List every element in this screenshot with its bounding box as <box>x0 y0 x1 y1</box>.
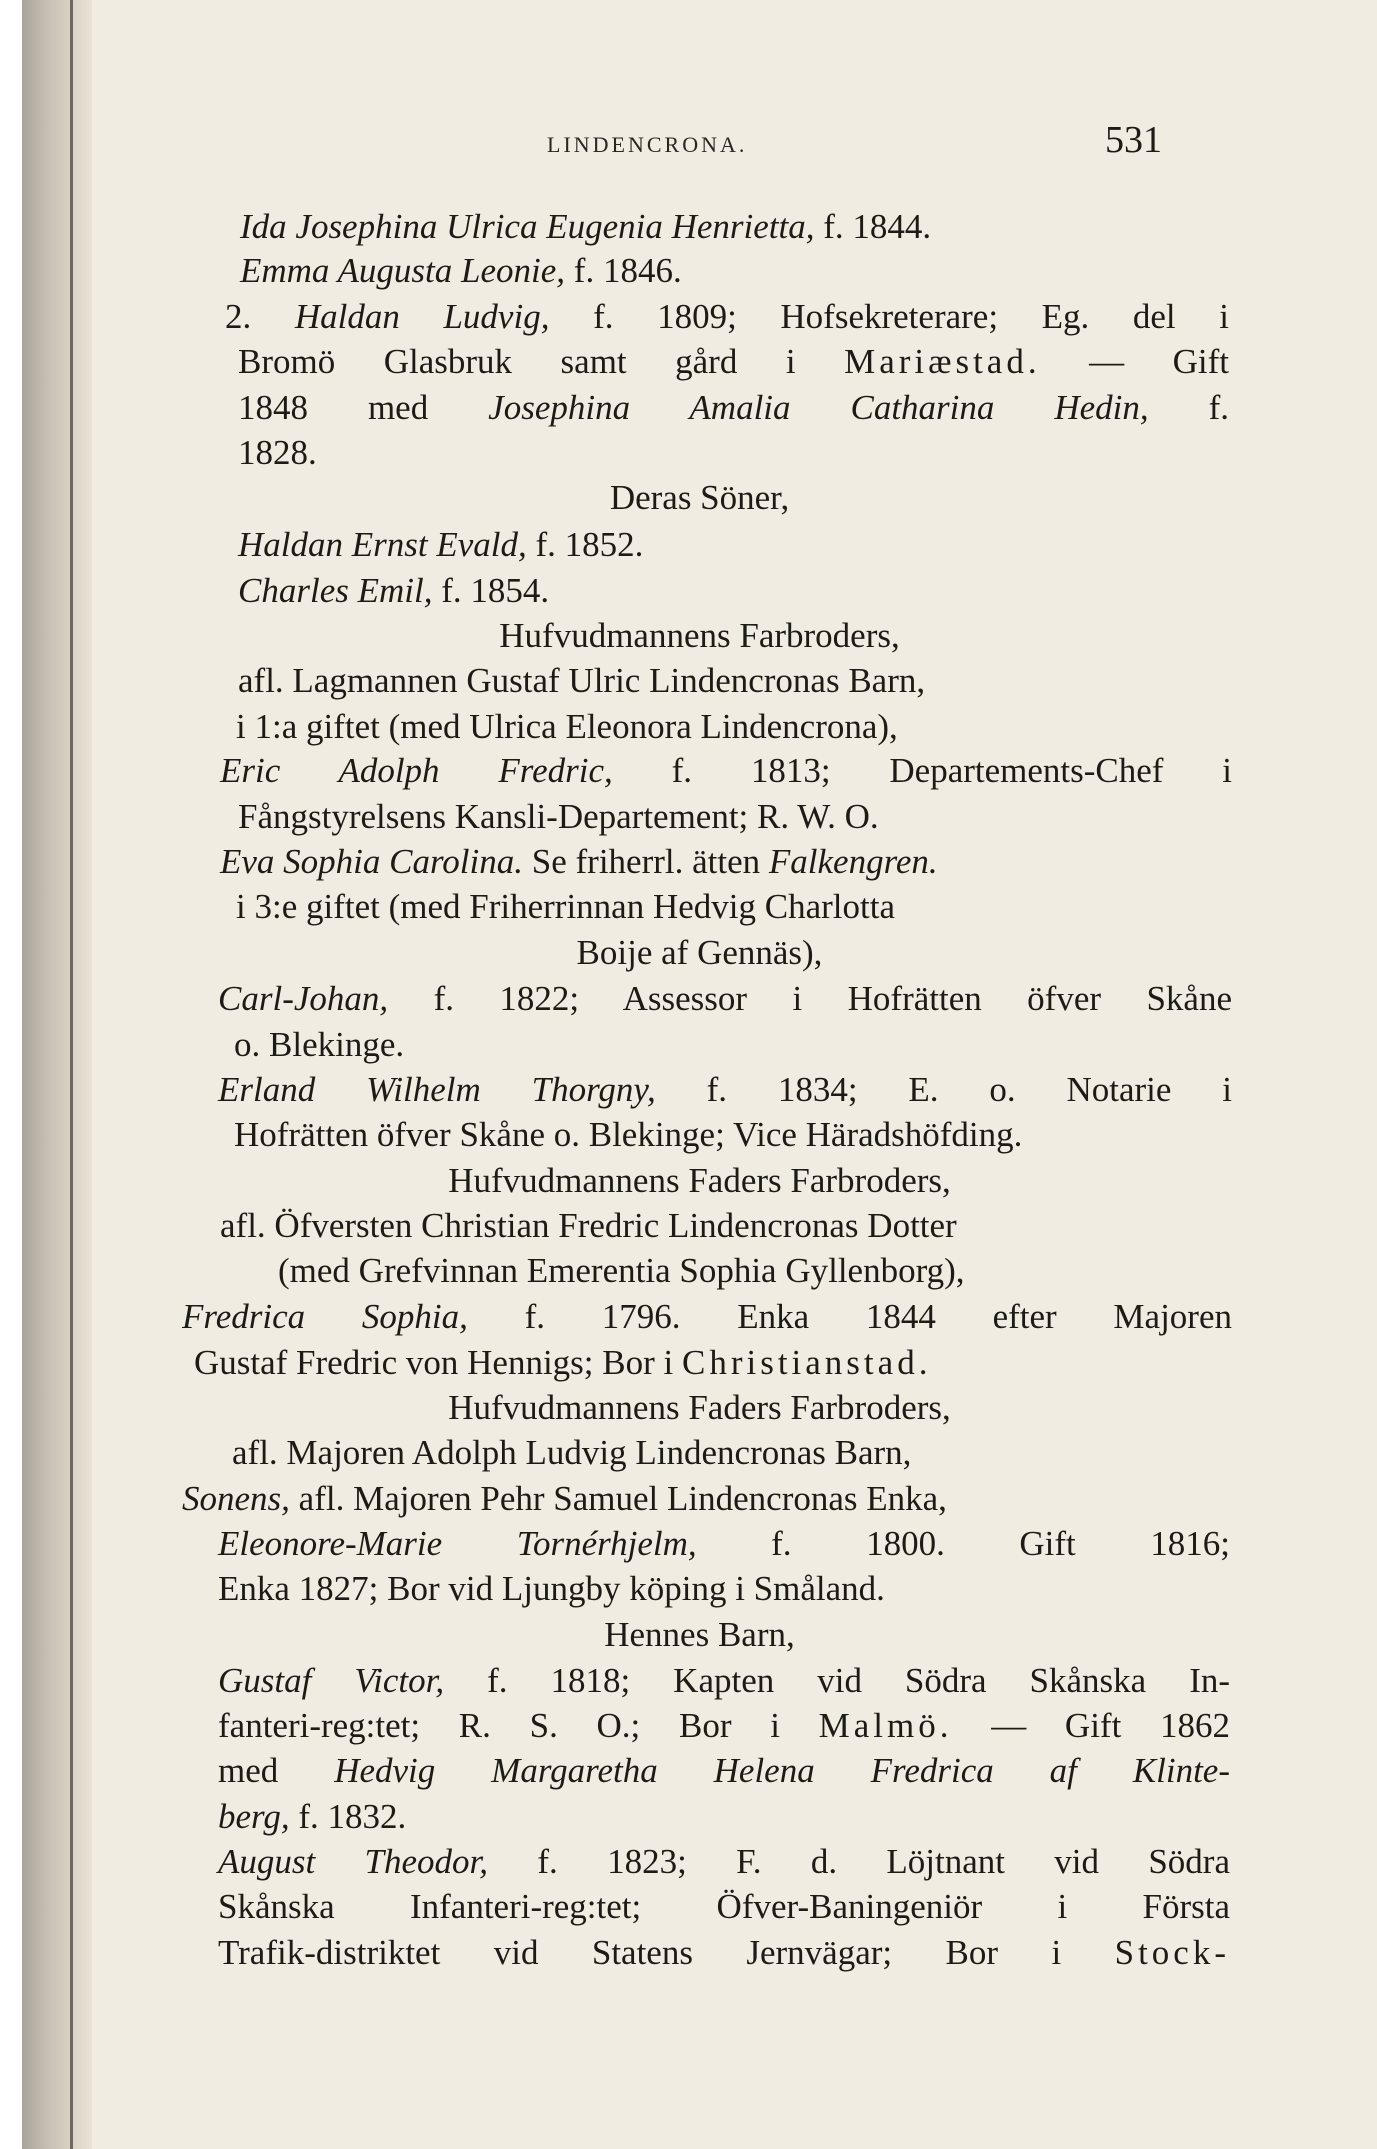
text-line <box>238 432 317 474</box>
running-title: LINDENCRONA. <box>547 132 748 157</box>
line-text: (med Grefvinnan Emerentia Sophia Gyllenborg), <box>278 1251 965 1290</box>
italic-name-text: berg, <box>218 1797 290 1836</box>
text-line <box>238 341 1229 383</box>
line-text: Skånska Infanteri-reg:tet; Öfver-Baningeniör i Första <box>218 1887 1230 1926</box>
line-text: afl. Lagmannen Gustaf Ulric Lindencronas Barn, <box>238 661 926 700</box>
line-text: afl. Öfversten Christian Fredric Lindencronas Dotter <box>220 1206 957 1245</box>
italic-name-text: Hedvig Margaretha Helena Fredrica af Klinte- <box>334 1751 1231 1790</box>
text-line <box>238 796 879 838</box>
italic-name-text: Sonens, <box>182 1479 290 1518</box>
text-line <box>218 1932 1230 1974</box>
line-text: 1828. <box>238 433 317 472</box>
line-text: Hufvudmannens Farbroders, <box>499 616 900 655</box>
book-page <box>22 0 1377 2149</box>
line-text: med <box>218 1751 335 1790</box>
text-line <box>182 1478 947 1520</box>
text-line <box>218 978 1232 1020</box>
line-text: f. 1834; E. o. Notarie i <box>655 1070 1232 1109</box>
line-text: o. Blekinge. <box>234 1025 405 1064</box>
italic-name-text: Eleonore-Marie Tornérhjelm, <box>218 1524 697 1563</box>
text-line <box>234 1024 404 1066</box>
line-text: Hennes Barn, <box>604 1615 795 1654</box>
line-text: Hufvudmannens Faders Farbroders, <box>448 1161 951 1200</box>
text-line <box>182 1296 1232 1338</box>
line-text: afl. Majoren Adolph Ludvig Lindencronas Barn, <box>232 1433 912 1472</box>
line-text: f. 1832. <box>289 1797 407 1836</box>
text-line <box>220 1205 957 1247</box>
italic-name-text: Eva Sophia Carolina. <box>220 842 524 881</box>
section-heading <box>22 477 1377 519</box>
text-line <box>218 1705 1230 1747</box>
text-line <box>220 750 1232 792</box>
text-line <box>238 524 643 566</box>
text-line <box>225 296 1229 338</box>
text-line <box>194 1342 931 1384</box>
italic-name-text: Haldan Ernst Evald, <box>238 525 527 564</box>
spaced-place-text: Mariæstad. <box>844 342 1041 381</box>
line-text: Fångstyrelsens Kansli-Departement; R. W. O. <box>238 797 879 836</box>
text-line <box>236 706 898 748</box>
line-text: f. 1844. <box>814 207 932 246</box>
text-line <box>22 932 1377 974</box>
line-text: Se friherrl. ätten <box>523 842 769 881</box>
line-text: f. <box>1148 388 1229 427</box>
line-text: Enka 1827; Bor vid Ljungby köping i Småland. <box>218 1569 885 1608</box>
line-text: Bromö Glasbruk samt gård i <box>238 342 845 381</box>
line-text: f. 1809; Hofsekreterare; Eg. del i <box>549 297 1229 336</box>
text-line <box>240 206 931 248</box>
italic-name-text: Eric Adolph Fredric, <box>220 751 613 790</box>
line-text: Trafik-distriktet vid Statens Jernvägar; Bor i <box>218 1933 1115 1972</box>
text-line <box>236 886 895 928</box>
text-line <box>218 1523 1230 1565</box>
italic-name-text: Charles Emil, <box>238 571 433 610</box>
italic-name-text: Fredrica Sophia, <box>182 1297 468 1336</box>
section-heading <box>22 1387 1377 1429</box>
text-line <box>218 1069 1232 1111</box>
line-text: 2. <box>225 297 295 336</box>
line-text: 1848 med <box>238 388 489 427</box>
spaced-place-text: Christianstad. <box>681 1343 932 1382</box>
line-text: Gustaf Fredric von Hennigs; Bor i <box>194 1343 682 1382</box>
text-block <box>22 0 1377 2149</box>
line-text: fanteri-reg:tet; R. S. O.; Bor i <box>218 1706 819 1745</box>
text-line <box>278 1250 965 1292</box>
line-text: i 1:a giftet (med Ulrica Eleonora Lindencrona), <box>236 707 898 746</box>
text-line <box>238 387 1229 429</box>
line-text: f. 1846. <box>565 251 682 290</box>
italic-name-text: Emma Augusta Leonie, <box>240 251 566 290</box>
text-line <box>218 1568 885 1610</box>
text-line <box>218 1886 1230 1928</box>
line-text: Boije af Gennäs), <box>576 933 823 972</box>
italic-name-text: Erland Wilhelm Thorgny, <box>218 1070 656 1109</box>
line-text: f. 1800. Gift 1816; <box>696 1524 1230 1563</box>
text-line <box>238 660 925 702</box>
spaced-place-text: Malmö. <box>818 1706 953 1745</box>
italic-name-text: Carl-Johan, <box>218 979 389 1018</box>
line-text: f. 1852. <box>526 525 644 564</box>
italic-name-text: Josephina Amalia Catharina Hedin, <box>488 388 1149 427</box>
line-text: i 3:e giftet (med Friherrinnan Hedvig Charlotta <box>236 887 895 926</box>
line-text: f. 1823; F. d. Löjtnant vid Södra <box>488 1842 1230 1881</box>
line-text: f. 1813; Departements-Chef i <box>612 751 1232 790</box>
section-heading <box>22 1160 1377 1202</box>
line-text: — Gift 1862 <box>952 1706 1230 1745</box>
italic-name-text: August Theodor, <box>218 1842 489 1881</box>
text-line <box>234 1114 1022 1156</box>
text-line <box>218 1841 1230 1883</box>
section-heading <box>22 1614 1377 1656</box>
line-text: Hofrätten öfver Skåne o. Blekinge; Vice Häradshöfding. <box>234 1115 1023 1154</box>
text-line <box>218 1796 406 1838</box>
spaced-place-text: Stock- <box>1114 1933 1230 1972</box>
text-line <box>218 1660 1230 1702</box>
text-line <box>240 250 682 292</box>
line-text: f. 1818; Kapten vid Södra Skånska In- <box>444 1661 1231 1700</box>
italic-name-text: Gustaf Victor, <box>218 1661 445 1700</box>
italic-name-text: Falkengren. <box>768 842 938 881</box>
text-line <box>232 1432 911 1474</box>
italic-name-text: Haldan Ludvig, <box>294 297 550 336</box>
line-text: f. 1822; Assessor i Hofrätten öfver Skåne <box>388 979 1232 1018</box>
line-text: Hufvudmannens Faders Farbroders, <box>448 1388 951 1427</box>
section-heading <box>22 615 1377 657</box>
line-text: f. 1796. Enka 1844 efter Majoren <box>467 1297 1232 1336</box>
line-text: — Gift <box>1040 342 1229 381</box>
line-text: f. 1854. <box>432 571 550 610</box>
page-number: 531 <box>1105 119 1162 161</box>
text-line <box>220 841 938 883</box>
line-text: afl. Majoren Pehr Samuel Lindencronas Enka, <box>289 1479 947 1518</box>
line-text: Deras Söner, <box>609 478 790 517</box>
text-line <box>238 570 549 612</box>
text-line <box>218 1750 1230 1792</box>
italic-name-text: Ida Josephina Ulrica Eugenia Henrietta, <box>240 207 815 246</box>
